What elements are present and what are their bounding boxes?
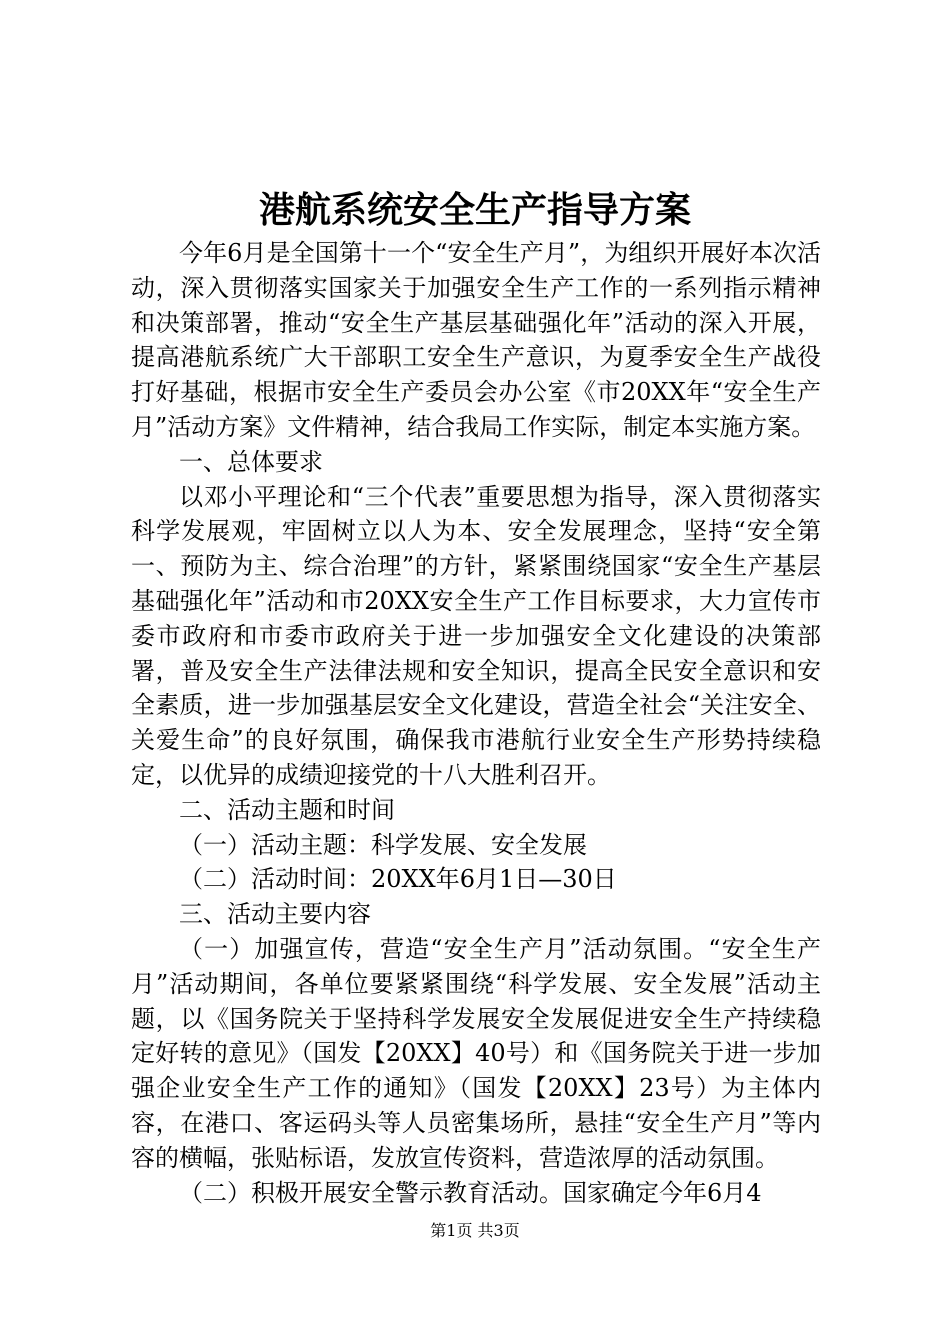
paragraph: （二）积极开展安全警示教育活动。国家确定今年6月4	[179, 1178, 762, 1207]
section-heading: 三、活动主要内容	[179, 900, 371, 929]
paragraph-intro: 今年6月是全国第十一个“安全生产月”，为组织开展好本次活动，深入贯彻落实国家关于加强安全生产工作的一系列指示精神和决策部署，推动“安全生产基层基础强化年”活动的深入开展，提高港航系统广大干部职工安全生产意识，为夏季安全生产战役打好基础，根据市安全生产委员会办公室《市20XX年“安全生产月”活动方案》文件精神，结合我局工作实际，制定本实施方案。	[131, 239, 821, 441]
paragraph: 以邓小平理论和“三个代表”重要思想为指导，深入贯彻落实科学发展观，牢固树立以人为本、安全发展理念，坚持“安全第一、预防为主、综合治理”的方针，紧紧围绕国家“安全生产基层基础强化年”活动和市20XX安全生产工作目标要求，大力宣传市委市政府和市委市政府关于进一步加强安全文化建设的决策部署，普及安全生产法律法规和安全知识，提高全民安全意识和安全素质，进一步加强基层安全文化建设，营造全社会“关注安全、关爱生命”的良好氛围，确保我市港航行业安全生产形势持续稳定，以优异的成绩迎接党的十八大胜利召开。	[131, 482, 821, 789]
section-heading: 二、活动主题和时间	[179, 795, 395, 824]
page-footer: 第1页 共3页	[430, 1221, 520, 1240]
paragraph: （一）活动主题：科学发展、安全发展	[179, 830, 587, 859]
paragraph: （一）加强宣传，营造“安全生产月”活动氛围。“安全生产月”活动期间，各单位要紧紧围绕“科学发展、安全发展”活动主题，以《国务院关于坚持科学发展安全发展促进安全生产持续稳定好转的意见》（国发【20XX】40号）和《国务院关于进一步加强企业安全生产工作的通知》（国发【20XX】23号）为主体内容，在港口、客运码头等人员密集场所，悬挂“安全生产月”等内容的横幅，张贴标语，发放宣传资料，营造浓厚的活动氛围。	[131, 934, 821, 1172]
paragraph: （二）活动时间：20XX年6月1日—30日	[179, 865, 617, 894]
document-title: 港航系统安全生产指导方案	[258, 189, 691, 231]
document-body	[131, 236, 821, 1210]
section-heading: 一、总体要求	[179, 447, 323, 476]
